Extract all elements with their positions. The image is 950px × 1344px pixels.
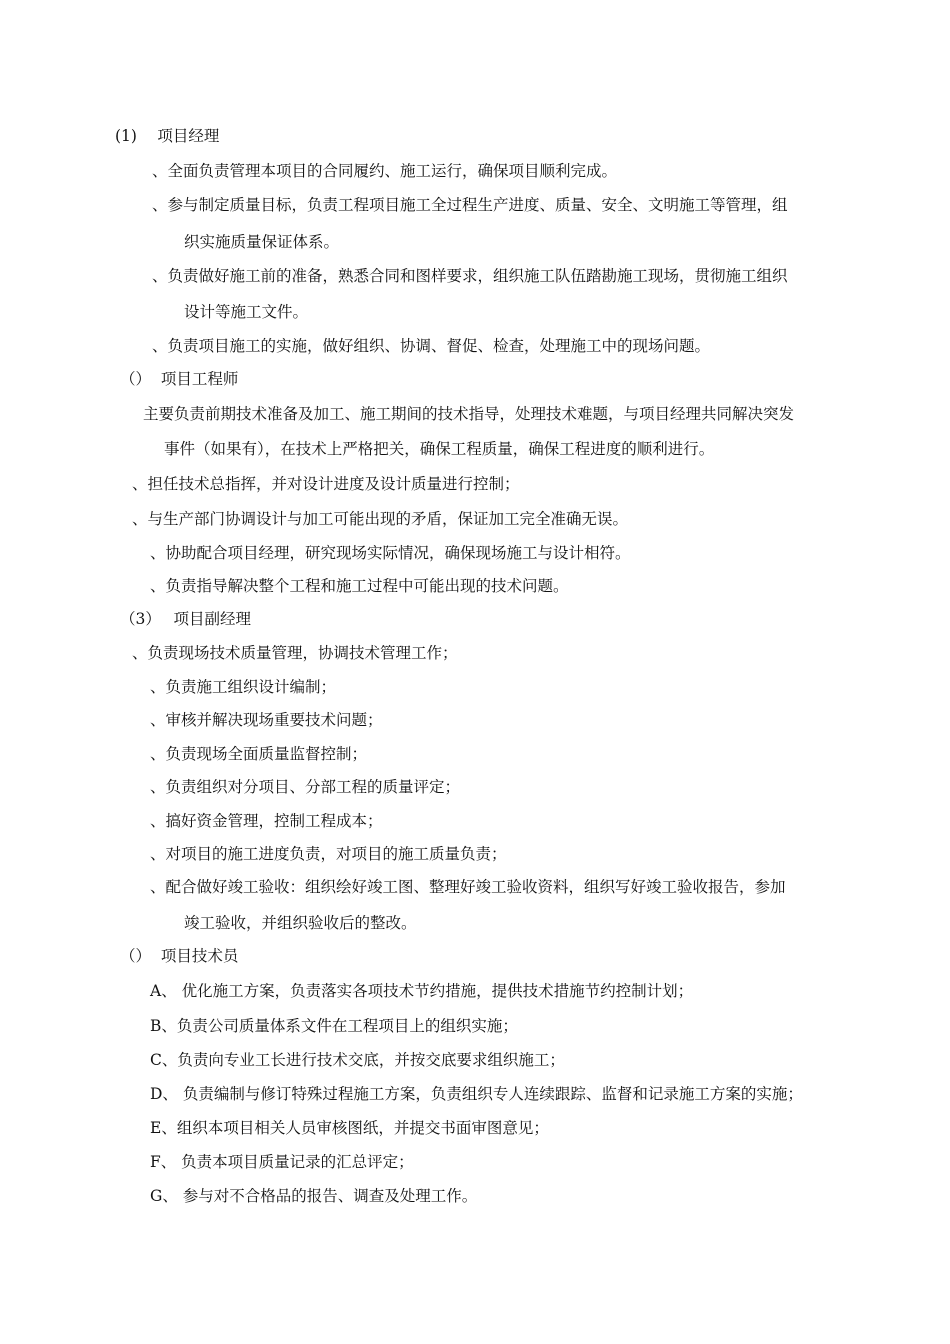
list-item: 、对项目的施工进度负责，对项目的施工质量负责； xyxy=(150,845,507,863)
list-item: 、参与制定质量目标，负责工程项目施工全过程生产进度、质量、安全、文明施工等管理，组 xyxy=(152,196,788,214)
list-item: G、 参与对不合格品的报告、调查及处理工作。 xyxy=(150,1187,478,1205)
list-item: 、担任技术总指挥，并对设计进度及设计质量进行控制； xyxy=(132,475,520,493)
list-item-continuation: 设计等施工文件。 xyxy=(184,303,309,321)
section-heading-deputy-manager: （3） 项目副经理 xyxy=(120,610,252,628)
list-item: 、负责项目施工的实施，做好组织、协调、督促、检查，处理施工中的现场问题。 xyxy=(152,337,711,355)
list-item: 、负责现场全面质量监督控制； xyxy=(150,745,368,763)
paragraph-continuation: 事件（如果有），在技术上严格把关，确保工程质量，确保工程进度的顺利进行。 xyxy=(164,440,715,458)
list-item: D、 负责编制与修订特殊过程施工方案，负责组织专人连续跟踪、监督和记录施工方案的实施； xyxy=(150,1085,803,1103)
list-item: E、组织本项目相关人员审核图纸，并提交书面审图意见； xyxy=(150,1119,549,1137)
list-item: 、负责施工组织设计编制； xyxy=(150,678,337,696)
list-item: 、负责组织对分项目、分部工程的质量评定； xyxy=(150,778,461,796)
section-heading-project-manager: (1) 项目经理 xyxy=(115,127,220,145)
list-item: 、审核并解决现场重要技术问题； xyxy=(150,711,383,729)
list-item: 、协助配合项目经理，研究现场实际情况，确保现场施工与设计相符。 xyxy=(150,544,631,562)
list-item: B、负责公司质量体系文件在工程项目上的组织实施； xyxy=(150,1017,518,1035)
list-item: 、负责做好施工前的准备，熟悉合同和图样要求，组织施工队伍踏勘施工现场，贯彻施工组织 xyxy=(152,267,788,285)
paragraph: 主要负责前期技术准备及加工、施工期间的技术指导，处理技术难题，与项目经理共同解决突发 xyxy=(143,405,795,423)
list-item: 、全面负责管理本项目的合同履约、施工运行，确保项目顺利完成。 xyxy=(152,162,618,180)
list-item-continuation: 织实施质量保证体系。 xyxy=(184,233,340,251)
list-item: F、 负责本项目质量记录的汇总评定； xyxy=(150,1153,414,1171)
list-item: 、搞好资金管理，控制工程成本； xyxy=(150,812,383,830)
list-item: 、负责指导解决整个工程和施工过程中可能出现的技术问题。 xyxy=(150,577,569,595)
list-item: 、配合做好竣工验收：组织绘好竣工图、整理好竣工验收资料，组织写好竣工验收报告，参加 xyxy=(150,878,786,896)
list-item-continuation: 竣工验收，并组织验收后的整改。 xyxy=(184,914,417,932)
section-heading-technician: （） 项目技术员 xyxy=(120,947,239,965)
list-item: C、负责向专业工长进行技术交底，并按交底要求组织施工； xyxy=(150,1051,565,1069)
list-item: A、 优化施工方案，负责落实各项技术节约措施，提供技术措施节约控制计划； xyxy=(150,982,694,1000)
list-item: 、与生产部门协调设计与加工可能出现的矛盾，保证加工完全准确无误。 xyxy=(132,510,629,528)
section-heading-project-engineer: （） 项目工程师 xyxy=(120,370,239,388)
list-item: 、负责现场技术质量管理，协调技术管理工作； xyxy=(132,644,458,662)
